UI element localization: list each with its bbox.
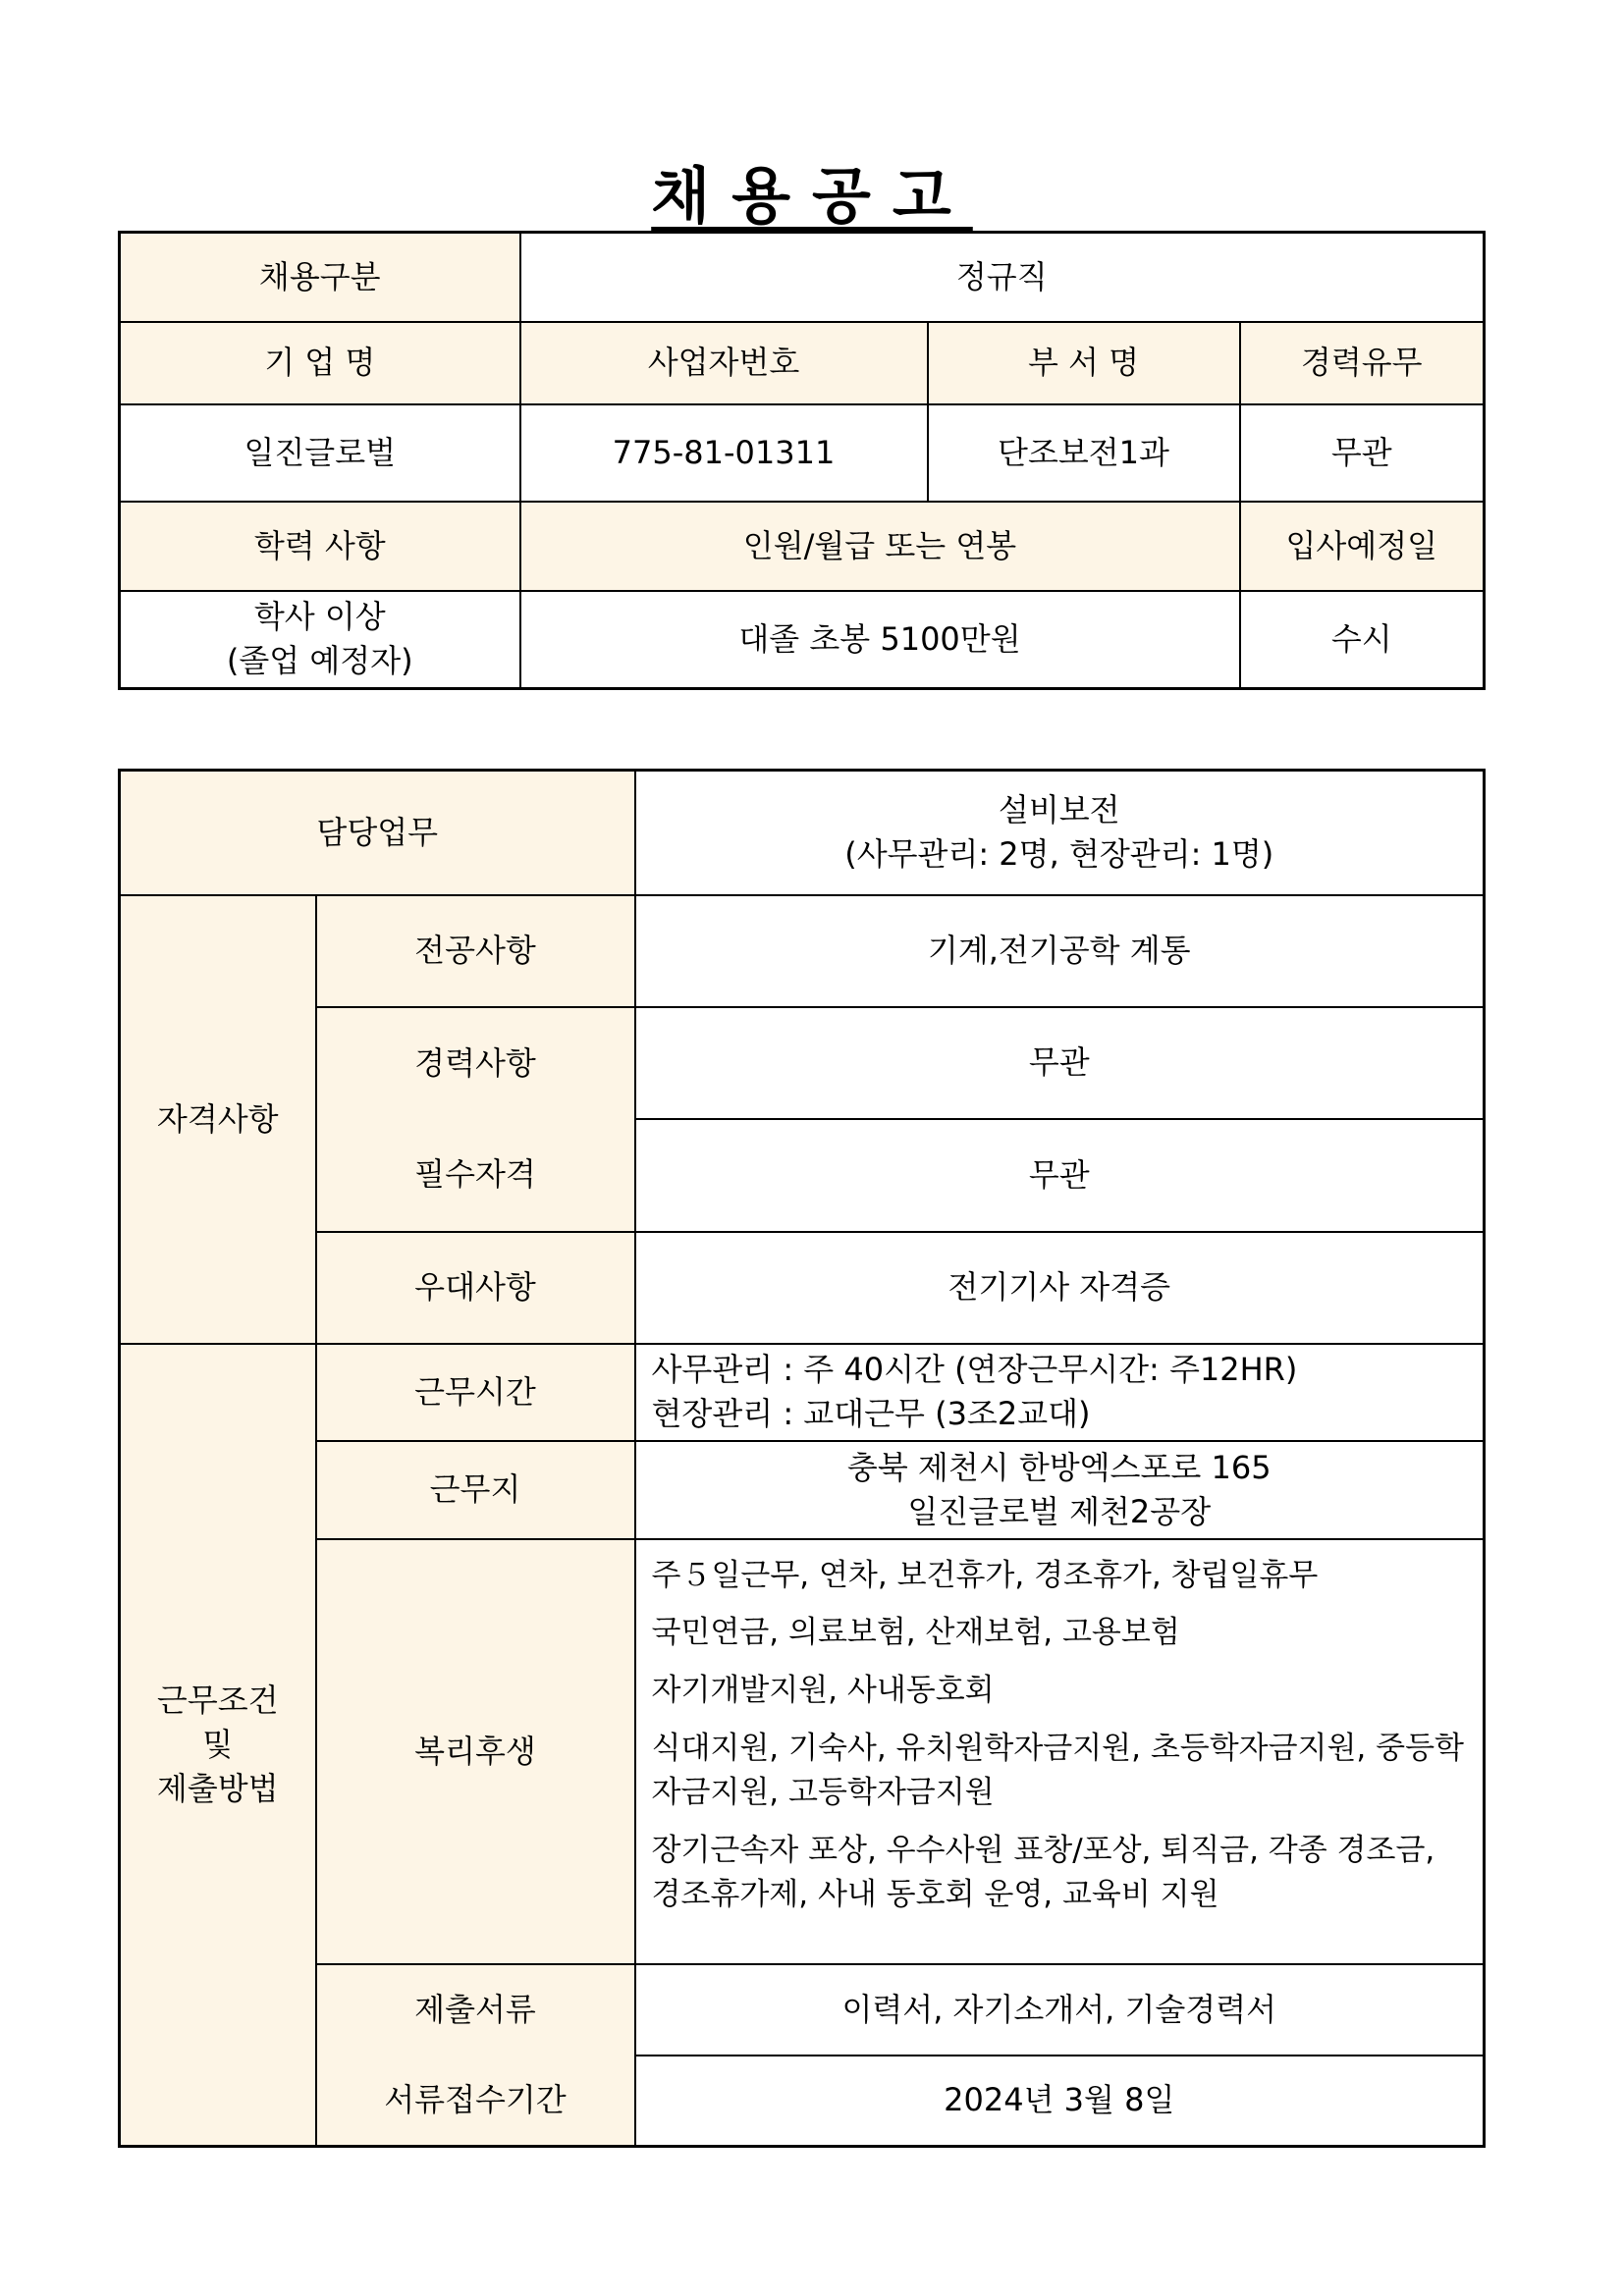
period-label: 서류접수기간 [316, 2056, 635, 2147]
company-label: 기 업 명 [120, 322, 520, 404]
welfare-item: 국민연금, 의료보험, 산재보험, 고용보험 [651, 1615, 1180, 1651]
req-label: 필수자격 [316, 1119, 635, 1232]
duty-value-line-1: 설비보전 [998, 791, 1120, 829]
pay-label: 인원/월급 또는 연봉 [520, 502, 1240, 591]
qual-label: 자격사항 [120, 895, 316, 1344]
cond-label [120, 1344, 316, 2147]
welfare-item: 자기개발지원, 사내동호회 [651, 1673, 995, 1709]
pref-label: 우대사항 [316, 1232, 635, 1344]
recruitment-summary-table [118, 231, 1486, 690]
career-label: 경력유무 [1240, 322, 1485, 404]
biz-no-label: 사업자번호 [520, 322, 928, 404]
biz-no-value: 775-81-01311 [520, 404, 928, 502]
duty-value-line-2: (사무관리: 2명, 현장관리: 1명) [844, 835, 1274, 874]
major-value: 기계,전기공학 계통 [635, 895, 1485, 1007]
page-title: 채용공고 [651, 160, 973, 232]
hire-type-value: 정규직 [520, 233, 1485, 322]
hours-value [635, 1344, 1485, 1441]
cond-label-line-3: 제출방법 [156, 1769, 279, 1807]
place-value-line-1: 충북 제천시 한방엑스포로 165 [846, 1448, 1272, 1486]
docs-value: 이력서, 자기소개서, 기술경력서 [635, 1964, 1485, 2056]
edu-value [120, 591, 520, 689]
edu-label: 학력 사항 [120, 502, 520, 591]
welfare-list [635, 1539, 1485, 1964]
welfare-item: 주５일근무, 연차, 보건휴가, 경조휴가, 창립일휴무 [651, 1557, 1319, 1593]
hours-value-line-2: 현장관리 : 교대근무 (3조2교대) [651, 1395, 1091, 1432]
req-value: 무관 [635, 1119, 1485, 1232]
hours-value-line-1: 사무관리 : 주 40시간 (연장근무시간: 주12HR) [651, 1351, 1298, 1389]
pay-value: 대졸 초봉 5100만원 [520, 591, 1240, 689]
cond-label-line-1: 근무조건 [156, 1682, 279, 1720]
cond-label-line-2: 및 [202, 1725, 234, 1763]
exp-label: 경력사항 [316, 1007, 635, 1119]
start-value: 수시 [1240, 591, 1485, 689]
edu-value-line-1: 학사 이상 [253, 598, 386, 636]
career-value: 무관 [1240, 404, 1485, 502]
company-value: 일진글로벌 [120, 404, 520, 502]
dept-label: 부 서 명 [928, 322, 1240, 404]
dept-value: 단조보전1과 [928, 404, 1240, 502]
duty-label: 담당업무 [120, 771, 635, 895]
docs-label: 제출서류 [316, 1964, 635, 2056]
pref-value: 전기기사 자격증 [635, 1232, 1485, 1344]
place-value [635, 1441, 1485, 1539]
major-label: 전공사항 [316, 895, 635, 1007]
exp-value: 무관 [635, 1007, 1485, 1119]
hours-label: 근무시간 [316, 1344, 635, 1441]
place-value-line-2: 일진글로벌 제천2공장 [907, 1492, 1212, 1530]
edu-value-line-2: (졸업 예정자) [226, 642, 413, 680]
welfare-label: 복리후생 [316, 1539, 635, 1964]
job-details-table [118, 769, 1486, 2148]
welfare-item: 장기근속자 포상, 우수사원 표창/포상, 퇴직금, 각종 경조금, 경조휴가제, 사내 동호회 운영, 교육비 지원 [651, 1833, 1435, 1913]
place-label: 근무지 [316, 1441, 635, 1539]
welfare-item: 식대지원, 기숙사, 유치원학자금지원, 초등학자금지원, 중등학자금지원, 고등학자금지원 [651, 1731, 1464, 1811]
start-label: 입사예정일 [1240, 502, 1485, 591]
duty-value [635, 771, 1485, 895]
hire-type-label: 채용구분 [120, 233, 520, 322]
period-value: 2024년 3월 8일 [635, 2056, 1485, 2147]
